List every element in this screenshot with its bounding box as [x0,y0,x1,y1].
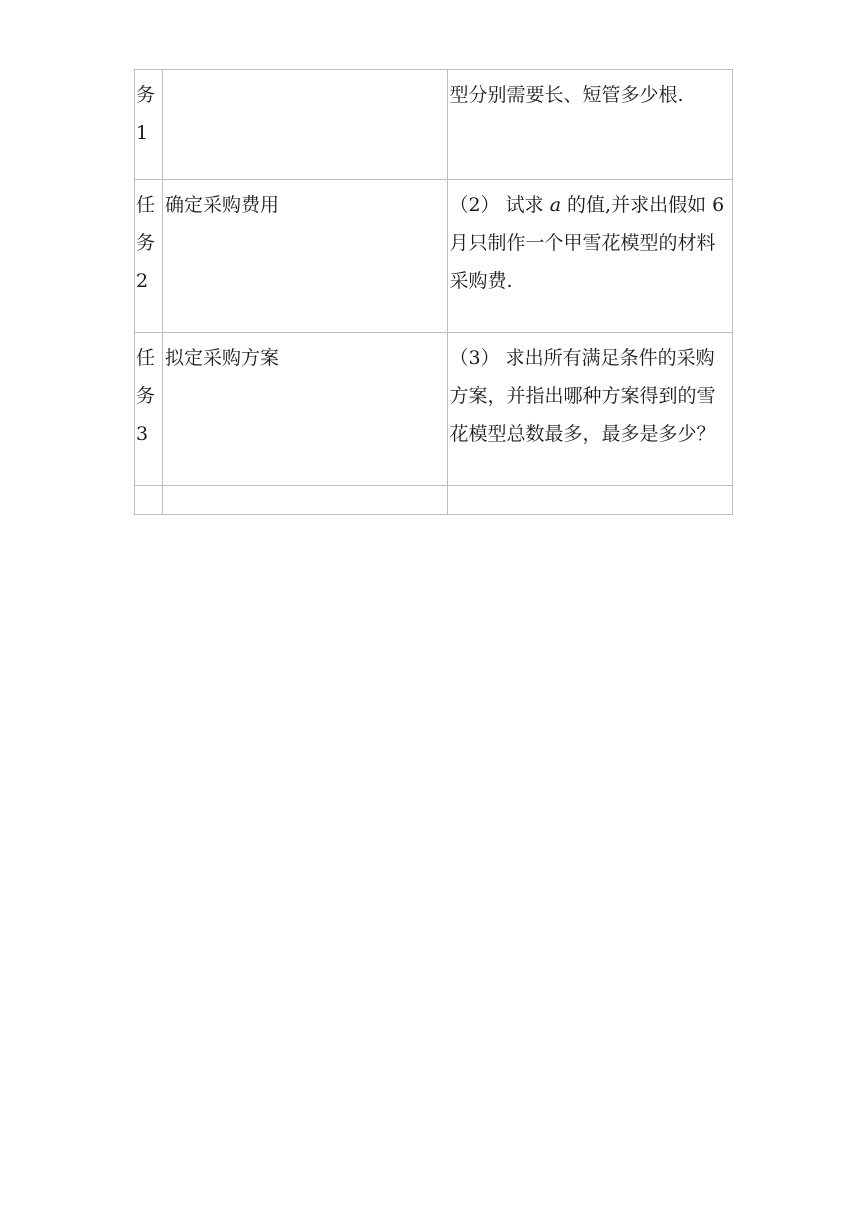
task-content-line: 方案，并指出哪种方案得到的雪 [449,385,716,407]
task-table [134,69,733,515]
task-label-char: 任 [136,347,156,369]
task-label-char: 务 [136,84,156,106]
empty-cell [447,486,732,515]
task-label-cell [135,333,163,486]
task-title-cell: 确定采购费用 [163,180,447,333]
variable-a: a [549,194,562,216]
task-label-char: 务 [136,385,156,407]
task-content-line: 月只制作一个甲雪花模型的材料 [449,232,716,254]
task-content-line: 型分别需要长、短管多少根. [449,84,684,106]
task-content-line: 花模型总数最多，最多是多少？ [449,423,716,445]
task-label-number: 2 [136,270,149,292]
empty-cell [163,486,447,515]
table-row [135,70,733,180]
task-label-cell [135,70,163,180]
task-label-char: 务 [136,232,156,254]
task-content-line: （3） 求出所有满足条件的采购 [449,347,715,369]
task-label-number: 1 [136,122,149,144]
task-title-cell [163,70,447,180]
task-label-number: 3 [136,423,149,445]
task-content-cell [447,180,732,333]
task-content-cell [447,333,732,486]
task-title-cell: 拟定采购方案 [163,333,447,486]
empty-cell [135,486,163,515]
task-content-cell [447,70,732,180]
content-prefix: （2） 试求 [449,194,550,216]
table-row [135,180,733,333]
task-content-line [450,186,732,224]
content-suffix: 的值,并求出假如 6 [561,194,725,216]
task-content-line: 采购费. [449,270,513,292]
table-row [135,333,733,486]
table-row [135,486,733,515]
task-label-char: 任 [136,194,156,216]
task-label-cell [135,180,163,333]
